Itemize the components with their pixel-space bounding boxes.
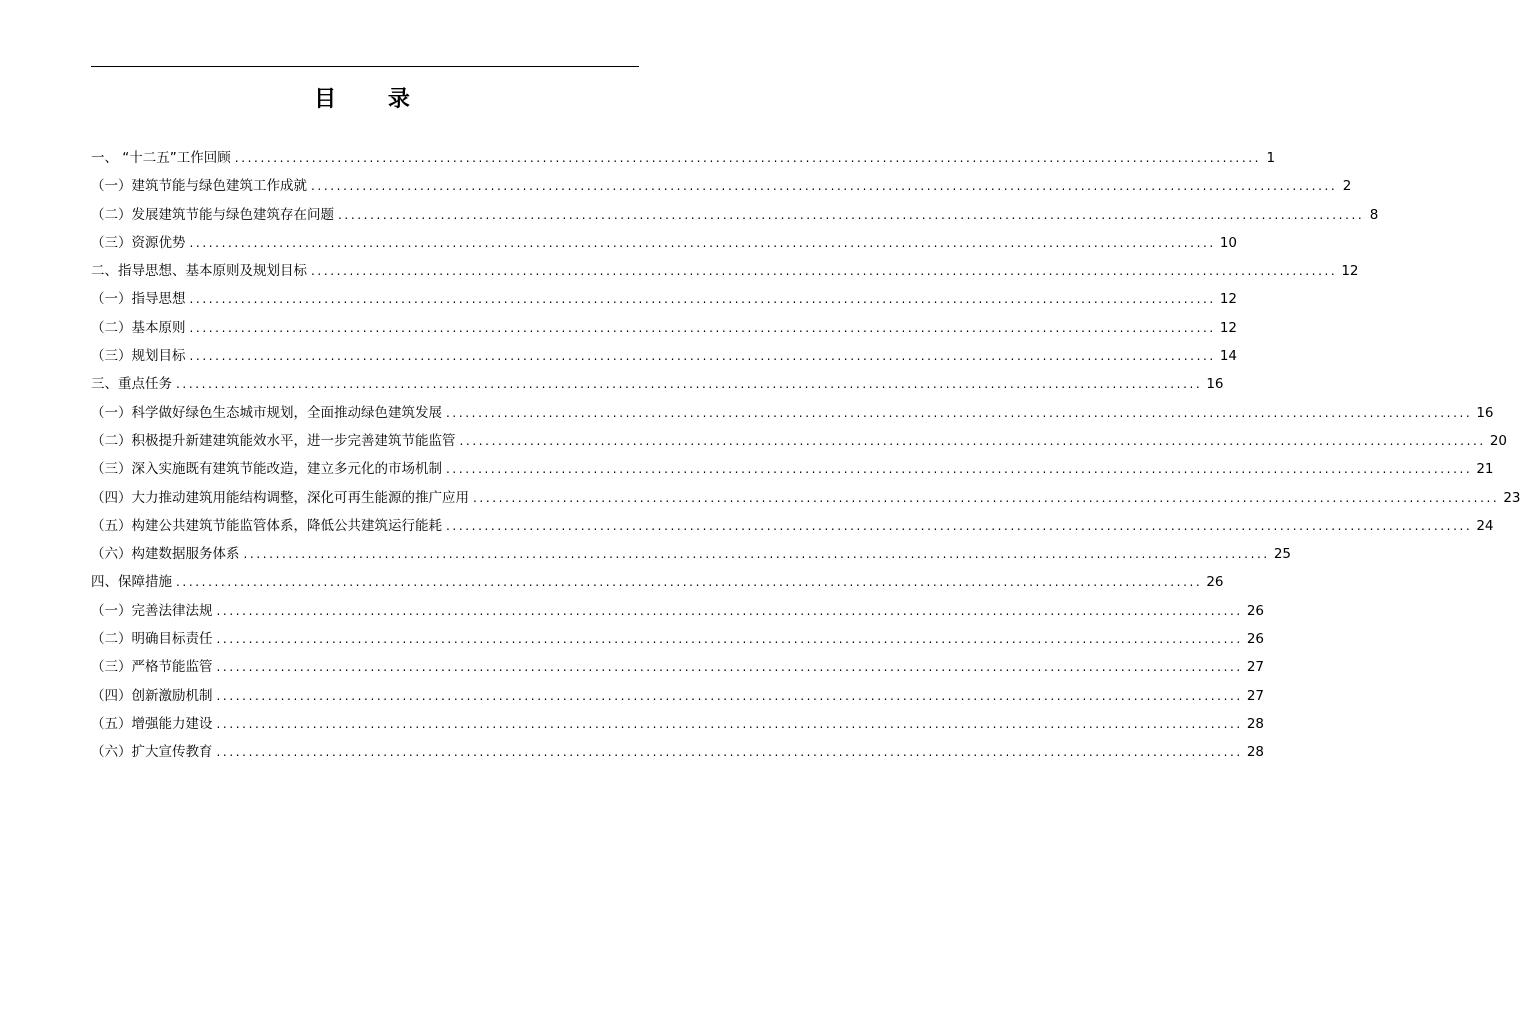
toc-entry[interactable] — [91, 682, 1264, 710]
toc-page-number: 27 — [1246, 659, 1264, 676]
toc-entry[interactable] — [91, 484, 1521, 512]
toc-page-number: 26 — [1246, 631, 1264, 648]
toc-entry[interactable] — [91, 738, 1264, 766]
toc-entry-text: 一、 “十二五”工作回顾 — [91, 150, 231, 166]
toc-leader-dots: ................................................................................................................................................................ — [446, 462, 1473, 477]
toc-entry-text: （一）指导思想 — [91, 291, 186, 308]
toc-leader-dots: ................................................................................................................................................................ — [446, 518, 1473, 533]
toc-entry-text: （二）基本原则 — [91, 319, 186, 336]
toc-page-number: 27 — [1246, 687, 1264, 704]
toc-entry-text: （五）增强能力建设 — [91, 715, 213, 732]
toc-page-number: 8 — [1369, 206, 1379, 223]
toc-entry-text: （二）明确目标责任 — [91, 631, 213, 648]
toc-leader-dots: ................................................................................................................................................................ — [338, 207, 1365, 222]
toc-entry[interactable] — [91, 144, 1276, 172]
toc-leader-dots: ................................................................................................................................................................ — [189, 235, 1216, 250]
toc-entry[interactable] — [91, 201, 1379, 229]
toc-entry-text: （五）构建公共建筑节能监管体系，降低公共建筑运行能耗 — [91, 517, 442, 534]
toc-entry[interactable] — [91, 568, 1224, 596]
toc-page-number: 1 — [1266, 150, 1276, 166]
toc-leader-dots: ................................................................................................................................................................ — [243, 547, 1270, 562]
toc-entry[interactable] — [91, 512, 1494, 540]
toc-leader-dots: ................................................................................................................................................................ — [176, 377, 1203, 392]
toc-leader-dots: ................................................................................................................................................................ — [216, 745, 1243, 760]
toc-page-number: 21 — [1476, 461, 1494, 478]
page-title: 目 录 — [314, 87, 432, 112]
toc-entry-text: （四）大力推动建筑用能结构调整，深化可再生能源的推广应用 — [91, 489, 469, 506]
toc-leader-dots: ................................................................................................................................................................ — [216, 603, 1243, 618]
toc-entry-text: （三）资源优势 — [91, 234, 186, 251]
toc-leader-dots: ................................................................................................................................................................ — [311, 264, 1338, 279]
toc-page-number: 16 — [1476, 404, 1494, 421]
toc-leader-dots: ................................................................................................................................................................ — [473, 490, 1500, 505]
toc-entry[interactable] — [91, 625, 1264, 653]
toc-leader-dots: ................................................................................................................................................................ — [189, 320, 1216, 335]
toc-entry-text: （二）积极提升新建建筑能效水平，进一步完善建筑节能监管 — [91, 432, 456, 449]
toc-entry[interactable] — [91, 399, 1494, 427]
toc-entry-text: （三）深入实施既有建筑节能改造，建立多元化的市场机制 — [91, 461, 442, 478]
toc-entry[interactable] — [91, 455, 1494, 483]
toc-entry[interactable] — [91, 172, 1352, 200]
toc-entry[interactable] — [91, 710, 1264, 738]
toc-leader-dots: ................................................................................................................................................................ — [216, 632, 1243, 647]
toc-page-number: 25 — [1273, 546, 1291, 563]
toc-leader-dots: ................................................................................................................................................................ — [459, 433, 1486, 448]
toc-page-number: 20 — [1489, 432, 1507, 449]
toc-entry[interactable] — [91, 540, 1291, 568]
toc-entry[interactable] — [91, 285, 1237, 313]
toc-leader-dots: ................................................................................................................................................................ — [446, 405, 1473, 420]
toc-leader-dots: ................................................................................................................................................................ — [189, 349, 1216, 364]
toc-entry-text: （一）科学做好绿色生态城市规划，全面推动绿色建筑发展 — [91, 404, 442, 421]
toc-entry[interactable] — [91, 427, 1507, 455]
toc-entry-text: （二）发展建筑节能与绿色建筑存在问题 — [91, 206, 334, 223]
toc-leader-dots: ................................................................................................................................................................ — [311, 179, 1338, 194]
toc-entry[interactable] — [91, 314, 1237, 342]
toc-entry[interactable] — [91, 597, 1264, 625]
header-rule — [91, 66, 639, 67]
toc-entry-text: （一）完善法律法规 — [91, 602, 213, 619]
toc-page-number: 12 — [1219, 291, 1237, 308]
toc-page-number: 24 — [1476, 517, 1494, 534]
toc-page-number: 2 — [1342, 178, 1352, 195]
toc-entry-text: 三、重点任务 — [91, 376, 172, 393]
toc-leader-dots: ................................................................................................................................................................ — [176, 575, 1203, 590]
toc-entry[interactable] — [91, 257, 1359, 285]
toc-entry[interactable] — [91, 229, 1237, 257]
toc-page-number: 10 — [1219, 234, 1237, 251]
toc-list — [91, 144, 1521, 767]
toc-page-number: 28 — [1246, 715, 1264, 732]
toc-entry-text: （四）创新激励机制 — [91, 687, 213, 704]
toc-entry-text: （三）严格节能监管 — [91, 659, 213, 676]
toc-page-number: 16 — [1206, 376, 1224, 393]
toc-entry-text: （六）构建数据服务体系 — [91, 546, 240, 563]
toc-entry[interactable] — [91, 653, 1264, 681]
toc-page-number: 28 — [1246, 744, 1264, 761]
toc-page-number: 12 — [1219, 319, 1237, 336]
toc-leader-dots: ................................................................................................................................................................ — [216, 716, 1243, 731]
toc-leader-dots: ................................................................................................................................................................ — [216, 688, 1243, 703]
toc-leader-dots: ................................................................................................................................................................ — [234, 151, 1262, 165]
toc-entry-text: （一）建筑节能与绿色建筑工作成就 — [91, 178, 307, 195]
toc-page-number: 26 — [1206, 574, 1224, 591]
toc-page-number: 26 — [1246, 602, 1264, 619]
toc-leader-dots: ................................................................................................................................................................ — [189, 292, 1216, 307]
toc-entry-text: （三）规划目标 — [91, 348, 186, 365]
toc-entry-text: 四、保障措施 — [91, 574, 172, 591]
toc-entry[interactable] — [91, 370, 1224, 398]
toc-entry[interactable] — [91, 342, 1237, 370]
toc-leader-dots: ................................................................................................................................................................ — [216, 660, 1243, 675]
toc-page-number: 14 — [1219, 348, 1237, 365]
toc-page-number: 23 — [1503, 489, 1521, 506]
toc-entry-text: 二、指导思想、基本原则及规划目标 — [91, 263, 307, 280]
toc-entry-text: （六）扩大宣传教育 — [91, 744, 213, 761]
toc-page-number: 12 — [1341, 263, 1359, 280]
